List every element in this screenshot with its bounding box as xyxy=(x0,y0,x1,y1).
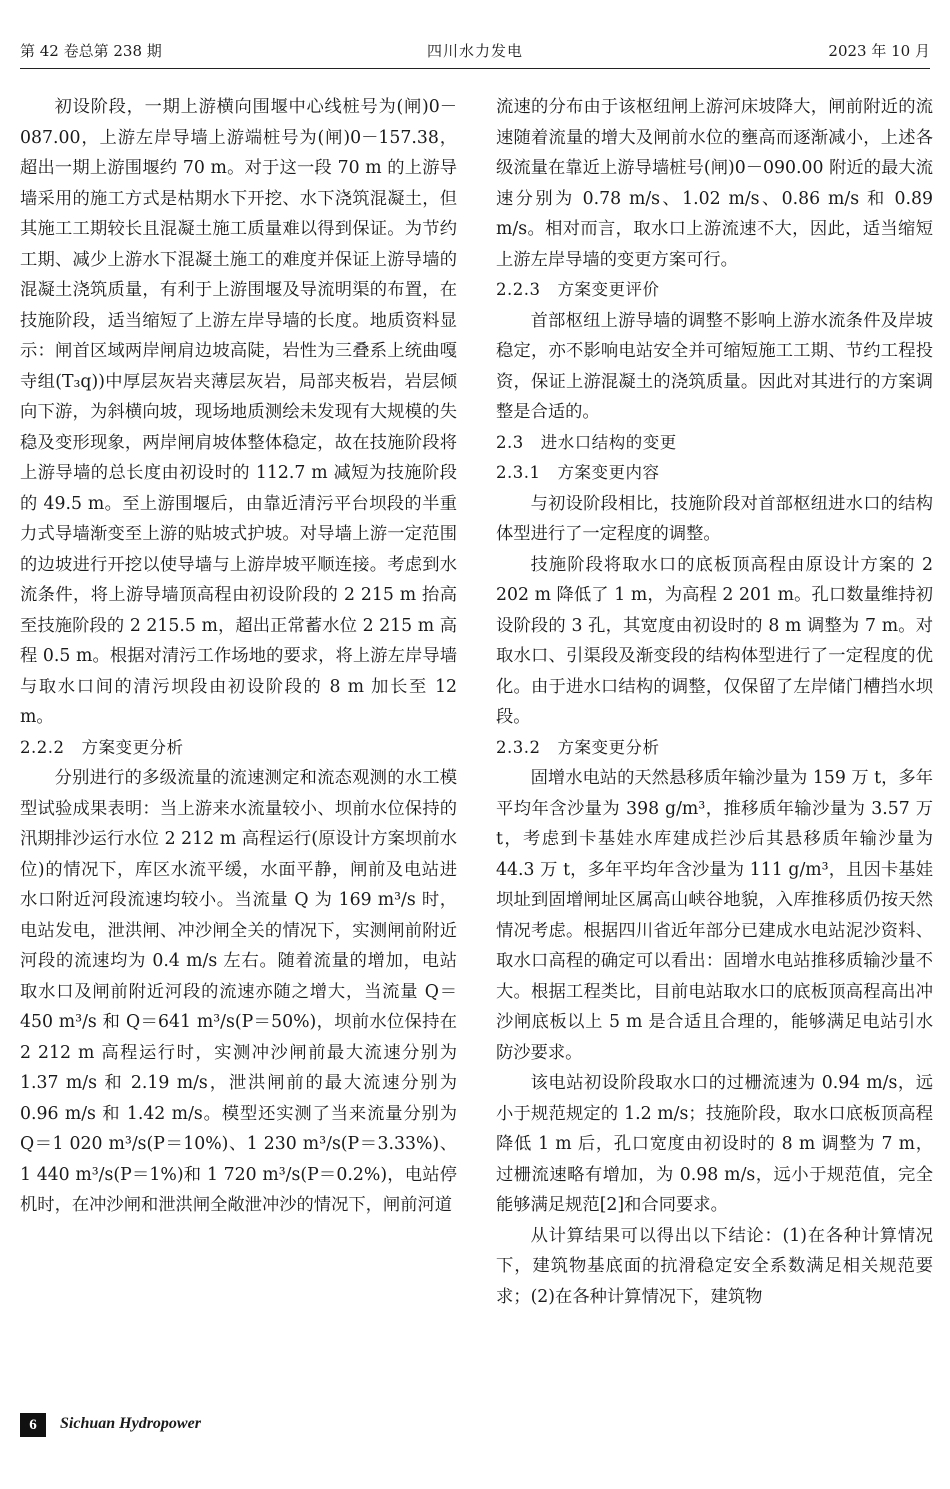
paragraph: 固增水电站的天然悬移质年输沙量为 159 万 t，多年平均年含沙量为 398 g/m³，推移质年输沙量为 3.57 万 t，考虑到卡基娃水库建成拦沙后其悬移质年输沙量为 44.3 万 t，多年平均年含沙量为 111 g/m³，且因卡基娃坝址到固增闸址区属高山峡谷地貌，入库推移质仍按天然情况考虑。根据四川省近年部分已建成水电站泥沙资料、取水口高程的确定可以看出：固增水电站推移质输沙量不大。根据工程类比，目前电站取水口的底板顶高程高出冲沙闸底板以上 5 m 是合适且合理的，能够满足电站引水防沙要求。 xyxy=(496,768,933,1063)
section-heading: 2.3.2 方案变更分析 xyxy=(496,737,660,757)
section-heading: 2.2.2 方案变更分析 xyxy=(20,737,184,757)
journal-title: 四川水力发电 xyxy=(426,42,523,60)
paragraph: 初设阶段，一期上游横向围堰中心线桩号为(闸)0－087.00，上游左岸导墙上游端桩号为(闸)0－157.38，超出一期上游围堰约 70 m。对于这一段 70 m 的上游导墙采用的施工方式是枯期水下开挖、水下浇筑混凝土，但其施工工期较长且混凝土施工质量难以得到保证。为节约工期、减少上游水下混凝土施工的难度并保证上游导墙的混凝土浇筑质量，有利于上游围堰及导流明渠的布置，在技施阶段，适当缩短了上游左岸导墙的长度。地质资料显示：闸首区域两岸闸肩边坡高陡，岩性为三叠系上统曲嘎寺组(T₃q))中厚层灰岩夹薄层灰岩，局部夹板岩，岩层倾向下游，为斜横向坡，现场地质测绘未发现有大规模的失稳及变形现象，两岸闸肩坡体整体稳定，故在技施阶段将上游导墙的总长度由初设时的 112.7 m 减短为技施阶段的 49.5 m。至上游围堰后，由靠近清污平台坝段的半重力式导墙渐变至上游的贴坡式护坡。对导墙上游一定范围的边坡进行开挖以使导墙与上游岸坡平顺连接。考虑到水流条件，将上游导墙顶高程由初设阶段的 2 215 m 抬高至技施阶段的 2 215.5 m，超出正常蓄水位 2 215 m 高程 0.5 m。根据对清污工作场地的要求，将上游左岸导墙与取水口间的清污坝段由初设阶段的 8 m 加长至 12 m。 xyxy=(20,97,457,727)
left-column xyxy=(20,92,457,1221)
journal-name-english: Sichuan Hydropower xyxy=(60,1415,201,1432)
paragraph: 该电站初设阶段取水口的过栅流速为 0.94 m/s，远小于规范规定的 1.2 m/s；技施阶段，取水口底板顶高程降低 1 m 后，孔口宽度由初设时的 8 m 调整为 7 m，过栅流速略有增加，为 0.98 m/s，远小于规范值，完全能够满足规范[2]和合同要求。 xyxy=(496,1073,933,1215)
running-header xyxy=(20,36,930,66)
section-heading: 2.3 进水口结构的变更 xyxy=(496,432,677,452)
volume-issue: 第 42 卷总第 238 期 xyxy=(20,42,162,60)
paragraph: 分别进行的多级流量的流速测定和流态观测的水工模型试验成果表明：当上游来水流量较小、坝前水位保持的汛期排沙运行水位 2 212 m 高程运行(原设计方案坝前水位)的情况下，库区水流平缓，水面平静，闸前及电站进水口附近河段流速均较小。当流量 Q 为 169 m³/s 时，电站发电，泄洪闸、冲沙闸全关的情况下，实测闸前附近河段的流速均为 0.4 m/s 左右。随着流量的增加，电站取水口及闸前附近河段的流速亦随之增大，当流量 Q＝450 m³/s 和 Q＝641 m³/s(P＝50%)，坝前水位保持在 2 212 m 高程运行时，实测冲沙闸前最大流速分别为 1.37 m/s 和 2.19 m/s，泄洪闸前的最大流速分别为 0.96 m/s 和 1.42 m/s。模型还实测了当来流量分别为 Q＝1 020 m³/s(P＝10%)、1 230 m³/s(P＝3.33%)、1 440 m³/s(P＝1%)和 1 720 m³/s(P＝0.2%)，电站停机时，在冲沙闸和泄洪闸全敞泄冲沙的情况下，闸前河道 xyxy=(20,768,457,1215)
right-column xyxy=(496,92,933,1312)
section-heading: 2.3.1 方案变更内容 xyxy=(496,463,660,482)
header-rule xyxy=(20,68,930,69)
paragraph: 首部枢纽上游导墙的调整不影响上游水流条件及岸坡稳定，亦不影响电站安全并可缩短施工工期、节约工程投资，保证上游混凝土的浇筑质量。因此对其进行的方案调整是合适的。 xyxy=(496,310,933,422)
publication-date: 2023 年 10 月 xyxy=(828,42,930,60)
paragraph-continued: 流速的分布由于该枢纽闸上游河床坡降大，闸前附近的流速随着流量的增大及闸前水位的壅高而逐渐减小，上述各级流量在靠近上游导墙桩号(闸)0－090.00 附近的最大流速分别为 0.78 m/s、1.02 m/s、0.86 m/s 和 0.89 m/s。相对而言，取水口上游流速不大，因此，适当缩短上游左岸导墙的变更方案可行。 xyxy=(496,97,933,270)
section-heading: 2.2.3 方案变更评价 xyxy=(496,280,660,299)
paragraph: 技施阶段将取水口的底板顶高程由原设计方案的 2 202 m 降低了 1 m，为高程 2 201 m。孔口数量维持初设阶段的 3 孔，其宽度由初设时的 8 m 调整为 7 m。对取水口、引渠段及渐变段的结构体型进行了一定程度的优化。由于进水口结构的调整，仅保留了左岸储门槽挡水坝段。 xyxy=(496,554,933,727)
paragraph: 从计算结果可以得出以下结论：(1)在各种计算情况下，建筑物基底面的抗滑稳定安全系数满足相关规范要求；(2)在各种计算情况下，建筑物 xyxy=(496,1225,933,1307)
paragraph: 与初设阶段相比，技施阶段对首部枢纽进水口的结构体型进行了一定程度的调整。 xyxy=(496,493,933,544)
page-number: 6 xyxy=(20,1413,46,1437)
